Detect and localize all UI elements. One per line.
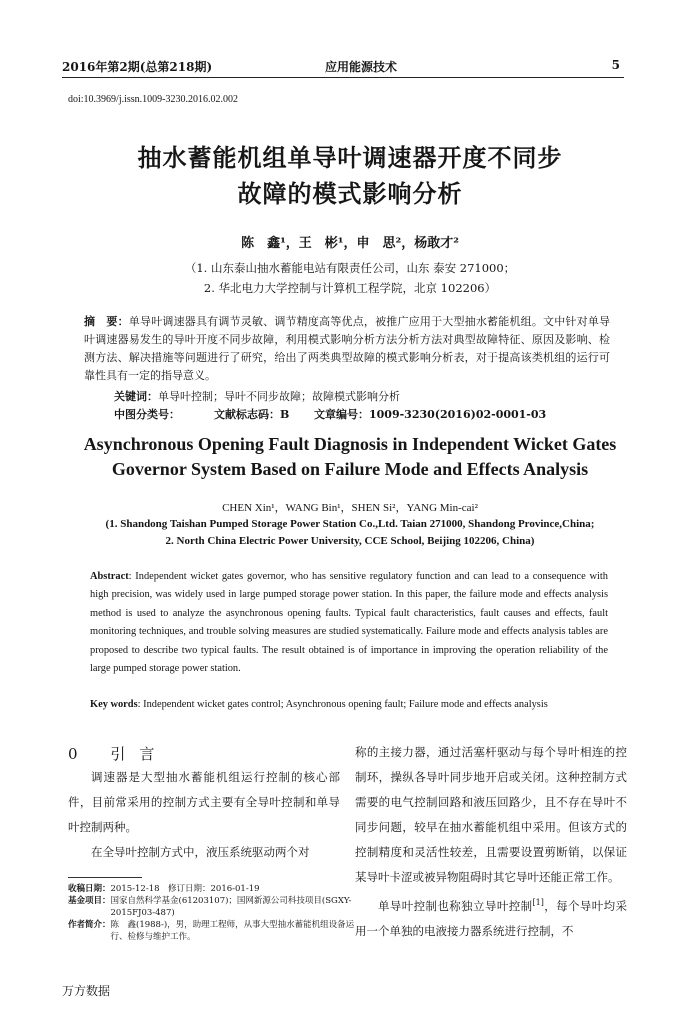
affiliation-en-2: 2. North China Electric Power University, CCE School, Beijing 102206, China): [165, 535, 535, 547]
running-header: [62, 52, 624, 76]
body-paragraph: 在全导叶控制方式中，液压系统驱动两个对: [91, 845, 310, 859]
authors-cn: 陈 鑫¹，王 彬¹，申 思²，杨敢才²: [241, 236, 459, 251]
body-paragraph: 单导叶控制也称独立导叶控制[1]，每个导叶均采用一个单独的电液接力器系统进行控制，不: [355, 898, 628, 938]
footnote-received: 收稿日期： 2015-12-18 修订日期：2016-01-19: [68, 884, 260, 894]
doi: doi:10.3969/j.issn.1009-3230.2016.02.002: [68, 94, 239, 105]
title-cn-line1: 抽水蓄能机组单导叶调速器开度不同步: [137, 143, 563, 172]
keywords-en-label: Key words: [90, 699, 138, 710]
affiliation-en-1: (1. Shandong Taishan Pumped Storage Power Station Co.,Ltd. Taian 271000, Shandong Province,China;: [105, 518, 595, 530]
keywords-cn: [114, 388, 610, 406]
authors-en: CHEN Xin¹，WANG Bin¹，SHEN Si²，YANG Min-cai²: [222, 502, 478, 514]
keywords-en-text: : Independent wicket gates control; Asynchronous opening fault; Failure mode and effects analysis: [137, 699, 548, 710]
article-number: 文章编号：1009-3230(2016)02-0001-03: [314, 408, 547, 421]
footnote-funding: 基金项目： 国家自然科学基金(61203107)；国网新源公司科技项目(SGXY-2015FJ03-487): [68, 896, 352, 918]
body-left-column: [68, 765, 340, 865]
watermark-footer: 万方数据: [62, 984, 111, 998]
abstract-en: [90, 568, 608, 678]
title-en-line2: Governor System Based on Failure Mode and Effects Analysis: [111, 459, 589, 479]
clc-number: 中图分类号：: [114, 408, 180, 421]
section-number: 0: [68, 745, 92, 763]
citation-ref[interactable]: [1]: [532, 898, 544, 907]
body-paragraph: 称的主接力器，通过活塞杆驱动与每个导叶相连的控制环，操纵各导叶同步地开启或关闭。这种控制方式需要的电气控制回路和液压回路少，且不存在导叶不同步问题，较早在抽水蓄能机组中采用。但该方式的控制精度和灵活性较差，且需要设置剪断销，以保证某导叶卡涩或被异物阻碍时其它导叶还能正常工作。: [355, 745, 627, 884]
abstract-en-text: : Independent wicket gates governor, who has sensitive regulatory function and can lead to a consequence with high precision, was widely used in large pumped storage power station. In this paper, the failure mode and effects analysis method is used to analyze the asynchronous opening faults. Typical fault characteristics, fault causes and effects, fault monitoring techniques, and trouble solving measures are studied systematically. Failure mode and effects analysis tables are proposed to describe two typical faults. The result obtained is of importance in improving the operation reliability of the large pumped storage power station.: [90, 571, 608, 675]
section-heading: [68, 743, 168, 764]
section-title: 引言: [110, 745, 169, 763]
footnote-author-bio: 作者简介： 陈 鑫(1988-)，男，助理工程师，从事大型抽水蓄能机组设备运行、检修与维护工作。: [68, 920, 355, 942]
footnote-rule: [68, 877, 142, 878]
footnotes: [68, 883, 358, 943]
abstract-en-label: Abstract: [90, 571, 129, 582]
keywords-cn-text: 单导叶控制；导叶不同步故障；故障模式影响分析: [158, 390, 400, 403]
affiliation-cn-2: 2. 华北电力大学控制与计算机工程学院，北京 102206）: [203, 281, 497, 295]
abstract-cn-text: 单导叶调速器具有调节灵敏、调节精度高等优点，被推广应用于大型抽水蓄能机组。文中针对单导叶调速器易发生的导叶开度不同步故障，利用模式影响分析方法分析方法对典型故障特征、原因及影响、检测方法、解决措施等问题进行了研究，给出了两类典型故障的模式影响分析表，对于提高该类机组的运行可靠性具有一定的指导意义。: [84, 315, 611, 382]
title-en: [40, 432, 660, 482]
abstract-cn-label: 摘 要：: [84, 315, 129, 328]
journal-name: 应用能源技术: [325, 60, 398, 74]
journal-issue: 2016年第2期(总第218期): [62, 60, 213, 74]
body-right-column: [355, 740, 627, 944]
document-code: 文献标志码：B: [214, 408, 290, 421]
abstract-cn: [84, 313, 610, 385]
title-en-line1: Asynchronous Opening Fault Diagnosis in Independent Wicket Gates: [83, 434, 617, 454]
page-number: 5: [611, 58, 620, 72]
keywords-en: [90, 696, 608, 713]
affiliation-cn-1: （1. 山东泰山抽水蓄能电站有限责任公司，山东 泰安 271000；: [184, 261, 516, 275]
title-cn-line2: 故障的模式影响分析: [237, 179, 463, 208]
header-rule: [62, 77, 624, 78]
keywords-cn-label: 关键词：: [114, 390, 158, 403]
title-cn: [60, 140, 640, 212]
body-paragraph: 调速器是大型抽水蓄能机组运行控制的核心部件，目前常采用的控制方式主要有全导叶控制和单导叶控制两种。: [68, 770, 340, 834]
